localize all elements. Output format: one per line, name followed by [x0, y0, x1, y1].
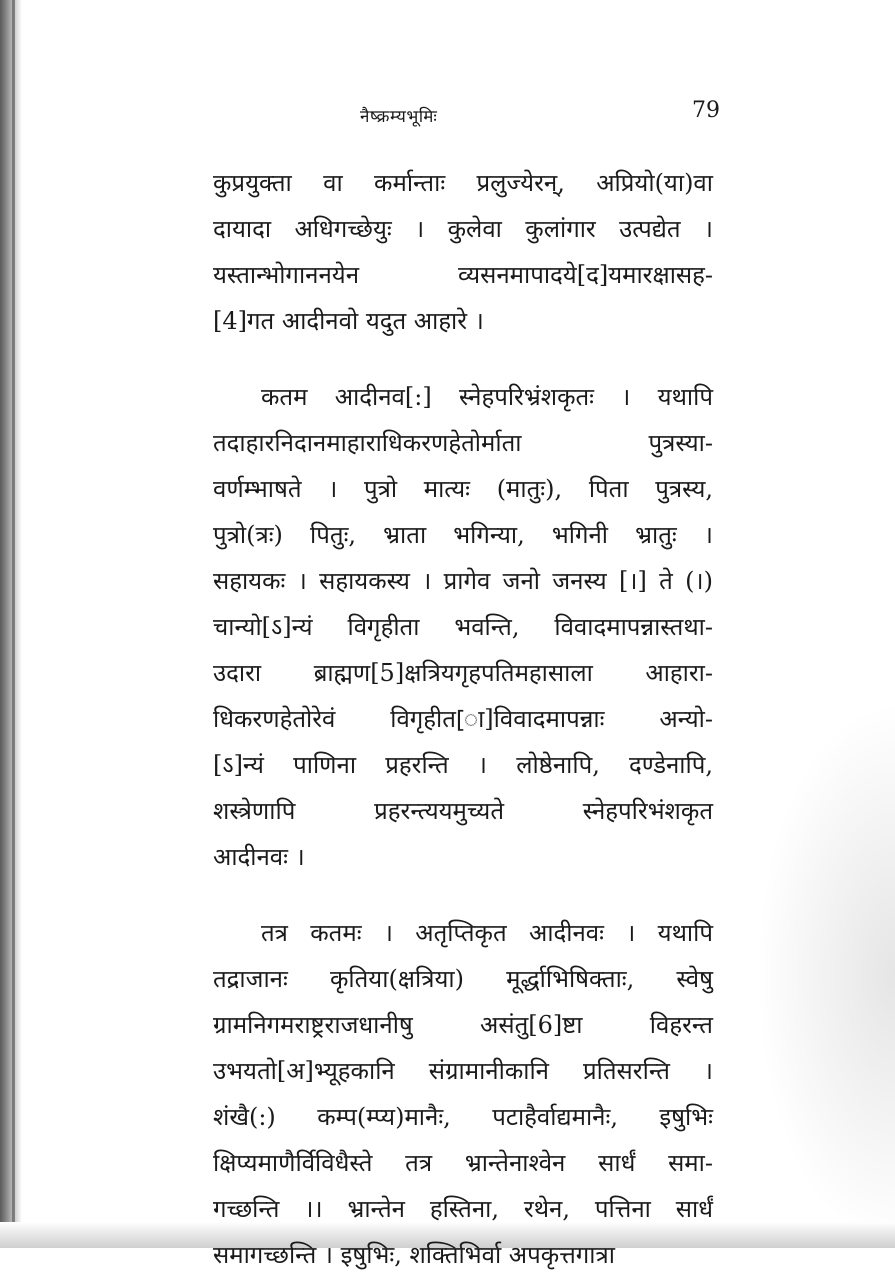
paragraph: [213, 374, 713, 880]
text-line: [4]गत आदीनवो यदुत आहारे ।: [213, 307, 484, 335]
book-spine-shadow: [0, 0, 22, 1248]
text-line: ग्रामनिगमराष्ट्रराजधानीषु असंतु[6]ष्टा विहरन्त: [213, 1011, 713, 1039]
text-line: [ऽ]न्यं पाणिना प्रहरन्ति । लोष्ठेनापि, दण्डेनापि,: [213, 751, 713, 779]
paragraph-gap: [213, 344, 713, 374]
text-line: गच्छन्ति ।। भ्रान्तेन हस्तिना, रथेन, पत्तिना सार्धं: [213, 1195, 713, 1223]
text-line: चान्यो[ऽ]न्यं विगृहीता भवन्ति, विवादमापन्नास्तथा-: [213, 613, 713, 641]
text-line: पुत्रो(त्रः) पितुः, भ्राता भगिन्या, भगिनी भ्रातुः ।: [213, 521, 713, 549]
binding-edge: [12, 0, 15, 1248]
text-line: सहायकः । सहायकस्य । प्रागेव जनो जनस्य [।] ते (।): [213, 567, 713, 595]
text-line: तदाहारनिदानमाहाराधिकरणहेतोर्माता पुत्रस्या-: [213, 429, 713, 457]
paragraph: [213, 910, 713, 1278]
text-line: आदीनवः ।: [213, 843, 305, 871]
text-line: क्षिप्यमाणैर्विविधैस्ते तत्र भ्रान्तेनाश्वेन सार्धं समा-: [213, 1149, 713, 1177]
text-line: तद्राजानः कृतिया(क्षत्रिया) मूर्द्धाभिषिक्ताः, स्वेषु: [213, 965, 713, 993]
page-header: [360, 98, 720, 128]
text-line: शंखै(:) कम्प(म्प्य)मानैः, पटाहैर्वाद्यमानैः, इषुभिः: [213, 1103, 713, 1131]
text-body: [213, 160, 713, 1278]
text-line: कुप्रयुक्ता वा कर्मान्ताः प्रलुज्येरन्, अप्रियो(या)वा: [213, 169, 713, 197]
text-line: उभयतो[अ]भ्यूहकानि संग्रामानीकानि प्रतिसरन्ति ।: [213, 1057, 713, 1085]
text-line: कतम आदीनव[:] स्नेहपरिभ्रंशकृतः । यथापि: [261, 383, 713, 411]
text-line: समागच्छन्ति । इषुभिः, शक्तिभिर्वा अपकृत्तगात्रा: [213, 1241, 615, 1269]
text-line: यस्तान्भोगाननयेन व्यसनमापादये[द]यमारक्षासह-: [213, 261, 713, 289]
text-line: शस्त्रेणापि प्रहरन्त्ययमुच्यते स्नेहपरिभंशकृत: [213, 797, 713, 825]
running-head: नैष्क्रम्यभूमिः: [360, 107, 438, 127]
paragraph-gap: [213, 880, 713, 910]
text-line: धिकरणहेतोरेवं विगृहीत[ा]विवादमापन्नाः अन्यो-: [213, 705, 713, 733]
text-line: उदारा ब्राह्मण[5]क्षत्रियगृहपतिमहासाला आहारा-: [213, 659, 713, 687]
paragraph: [213, 160, 713, 344]
text-line: वर्णम्भाषते । पुत्रो मात्यः (मातुः), पिता पुत्रस्य,: [213, 475, 713, 503]
text-line: तत्र कतमः । अतृप्तिकृत आदीनवः । यथापि: [261, 919, 713, 947]
text-line: दायादा अधिगच्छेयुः । कुलेवा कुलांगार उत्पद्येत ।: [213, 215, 713, 243]
page-number: 79: [692, 98, 720, 123]
page-shadow: [755, 700, 895, 1248]
